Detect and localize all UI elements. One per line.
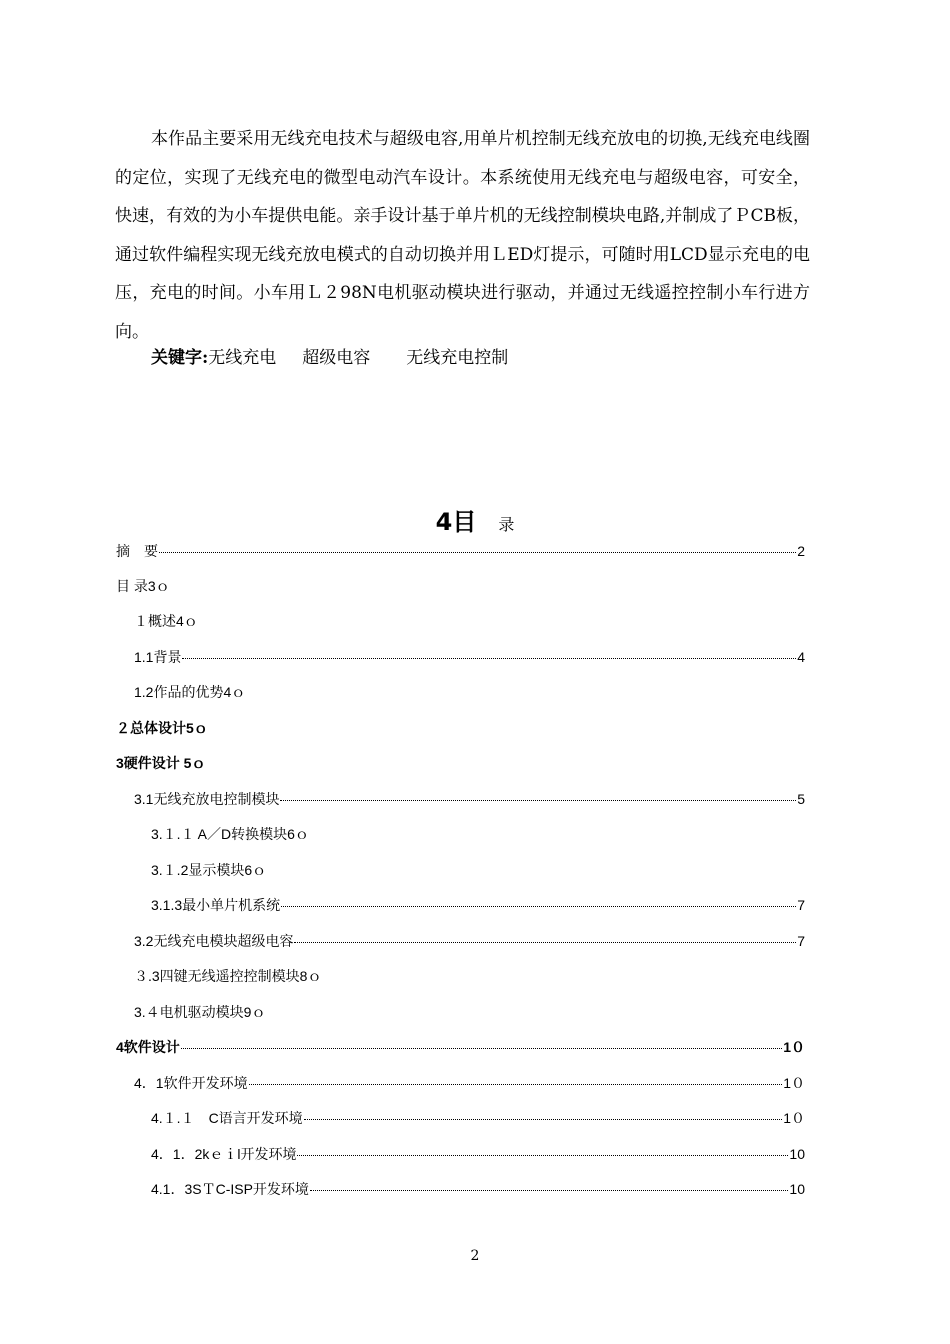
toc-entry-page: 10 xyxy=(789,1181,805,1197)
toc-entry-page: 2 xyxy=(797,543,805,559)
toc-leader xyxy=(310,1190,788,1191)
toc-entry-label: ２总体设计5ｏ xyxy=(116,720,208,736)
toc-leader xyxy=(297,1155,788,1156)
toc-entry-label: 3硬件设计 5ｏ xyxy=(116,755,206,771)
toc-entry[interactable] xyxy=(134,789,805,811)
toc-entry[interactable] xyxy=(134,682,245,704)
toc-entry-label: 4软件设计 xyxy=(116,1039,180,1055)
toc-leader xyxy=(280,800,796,801)
keywords-line xyxy=(151,346,508,370)
toc-entry-page: 7 xyxy=(797,933,805,949)
toc-entry[interactable] xyxy=(116,753,205,775)
toc-leader xyxy=(249,1084,783,1085)
toc-title xyxy=(0,502,950,537)
toc-leader xyxy=(181,1048,782,1049)
toc-title-part1: 目 xyxy=(452,507,477,536)
toc-entry-label: 目 录3ｏ xyxy=(116,578,170,594)
toc-entry[interactable] xyxy=(151,1108,805,1130)
toc-entry[interactable] xyxy=(116,718,208,740)
toc-entry[interactable] xyxy=(151,860,266,882)
toc-entry[interactable] xyxy=(134,647,805,669)
toc-entry[interactable] xyxy=(116,541,805,563)
toc-leader xyxy=(281,906,796,907)
toc-entry-label: 3.４电机驱动模块9ｏ xyxy=(134,1004,266,1020)
toc-entry-label: 4.1．3SＴC-ISP开发环境 xyxy=(151,1181,309,1197)
toc-entry-label: １概述4ｏ xyxy=(134,613,198,629)
toc-entry-label: 1.1背景 xyxy=(134,649,182,665)
keyword: 超级电容 xyxy=(302,348,371,368)
toc-entry-label: 1.2作品的优势4ｏ xyxy=(134,684,246,700)
toc-entry-label: 4．1软件开发环境 xyxy=(134,1075,248,1091)
toc-entry-page: 4 xyxy=(797,649,805,665)
toc-entry[interactable] xyxy=(116,576,170,598)
keyword: 无线充电控制 xyxy=(406,348,509,368)
toc-entry[interactable] xyxy=(151,895,805,917)
toc-entry-label: 摘 要 xyxy=(116,543,158,559)
abstract-paragraph: 本作品主要采用无线充电技术与超级电容,用单片机控制无线充放电的切换,无线充电线圈的定位，实现了无线充电的微型电动汽车设计。本系统使用无线充电与超级电容，可安全，快速，有效的为小车提供电能。亲手设计基于单片机的无线控制模块电路,并制成了ＰCB板，通过软件编程实现无线充放电模式的自动切换并用ＬED灯提示，可随时用LCD显示充电的电压，充电的时间。小车用Ｌ２98N电机驱动模块进行驱动，并通过无线遥控控制小车行进方向。 xyxy=(115,129,810,342)
toc-entry[interactable] xyxy=(151,1179,805,1201)
toc-entry[interactable] xyxy=(134,966,321,988)
toc-entry-label: 3.1无线充放电控制模块 xyxy=(134,791,280,807)
toc-entry[interactable] xyxy=(134,1002,265,1024)
toc-entry[interactable] xyxy=(134,1073,805,1095)
abstract-section xyxy=(115,120,810,351)
toc-entry[interactable] xyxy=(134,931,805,953)
toc-entry-label: 3.1.3最小单片机系统 xyxy=(151,897,281,913)
toc-entry-label: ３.3四键无线遥控控制模块8ｏ xyxy=(134,968,322,984)
toc-title-part2: 录 xyxy=(498,515,515,534)
toc-entry[interactable] xyxy=(151,1144,805,1166)
toc-leader xyxy=(294,942,796,943)
toc-entry-page: 10 xyxy=(789,1146,805,1162)
toc-leader xyxy=(304,1119,783,1120)
toc-entry[interactable] xyxy=(116,1037,805,1059)
toc-entry-label: 3.１.１ A／D转换模块6ｏ xyxy=(151,826,309,842)
toc-entry-page: 1０ xyxy=(783,1075,805,1091)
toc-leader xyxy=(159,552,796,553)
toc-entry-label: 3.2无线充电模块超级电容 xyxy=(134,933,294,949)
page-number: 2 xyxy=(470,1248,480,1264)
toc-entry-label: 3.１.2显示模块6ｏ xyxy=(151,862,267,878)
toc-entry-page: 5 xyxy=(797,791,805,807)
toc-entry[interactable] xyxy=(151,824,309,846)
toc-entry-label: 4．1．2kｅｉl开发环境 xyxy=(151,1146,297,1162)
toc-entry-page: 1０ xyxy=(783,1039,805,1055)
keyword: 无线充电 xyxy=(208,348,277,368)
toc-entry[interactable] xyxy=(134,611,198,633)
toc-entry-label: 4.１.１ C语言开发环境 xyxy=(151,1110,303,1126)
toc-entry-page: 7 xyxy=(797,897,805,913)
toc-leader xyxy=(182,658,796,659)
toc-entry-page: 1０ xyxy=(783,1110,805,1126)
toc-title-mark: 4 xyxy=(435,508,453,536)
keywords-label: 关键字: xyxy=(151,348,209,368)
